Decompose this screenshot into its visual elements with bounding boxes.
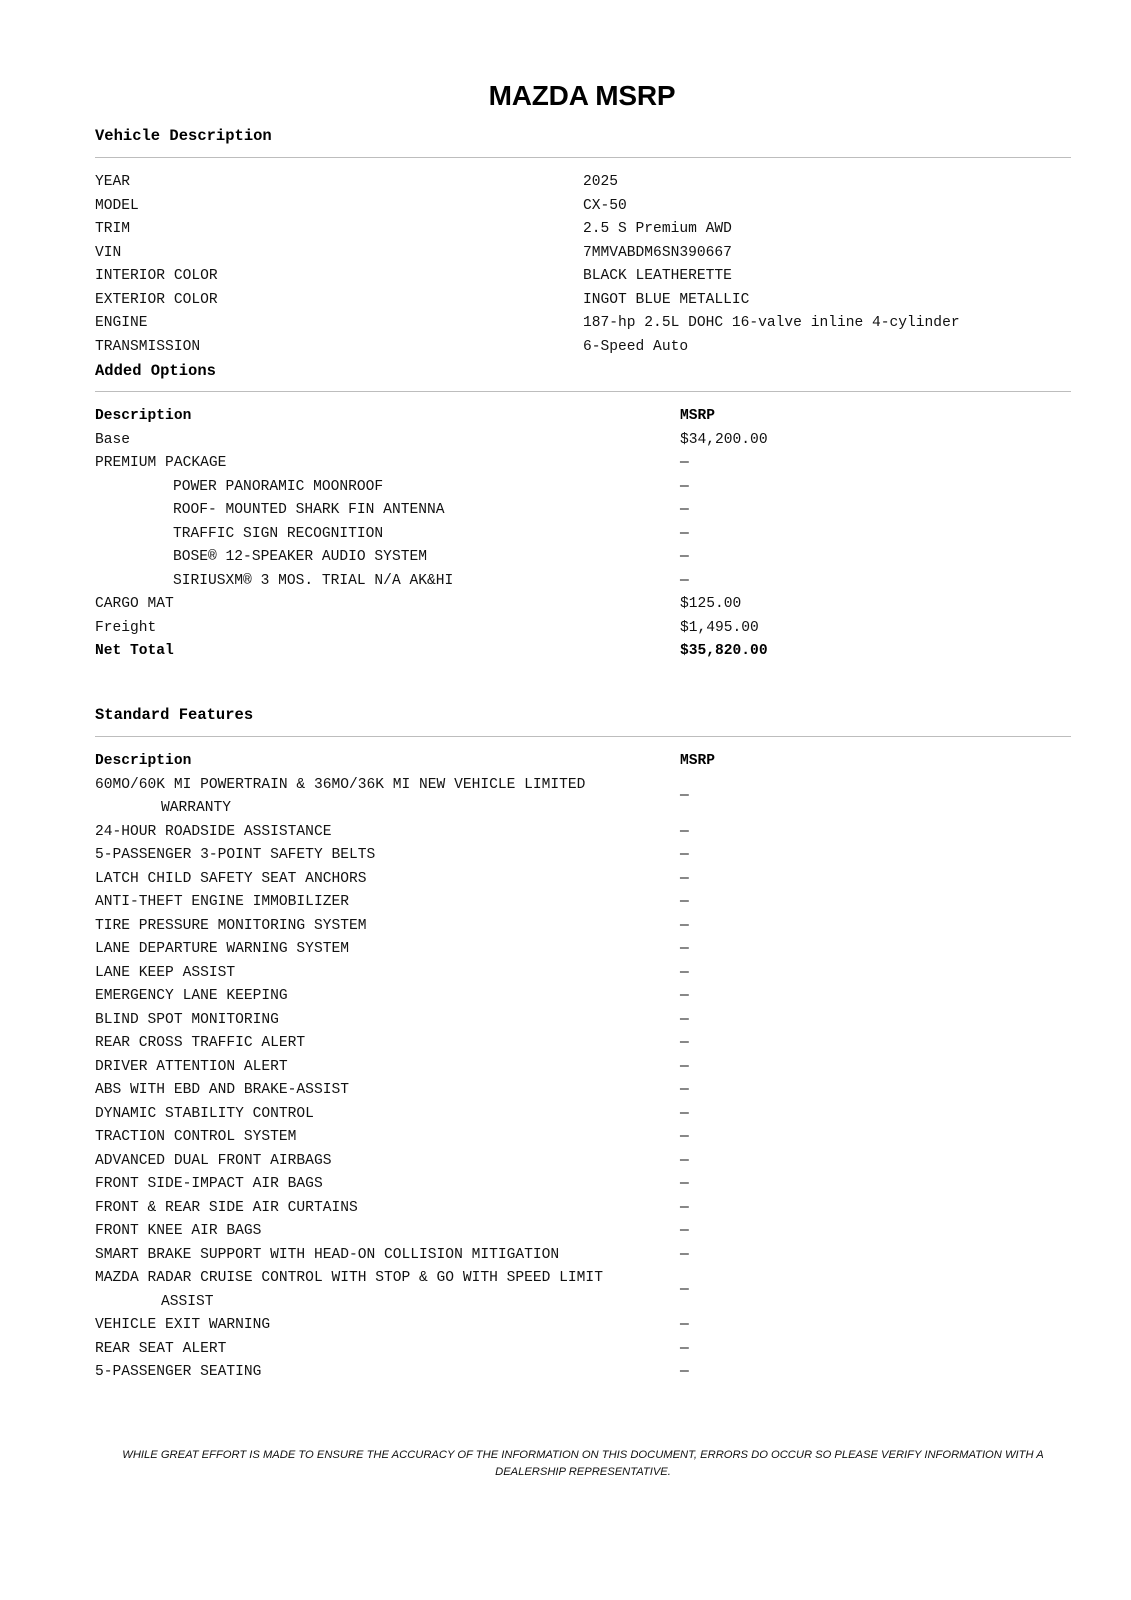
feature-description: [95, 1103, 680, 1127]
vehicle-row-vin: [95, 242, 1071, 266]
feature-description-line: 5-PASSENGER 3-POINT SAFETY BELTS: [95, 847, 376, 863]
feature-msrp: —: [680, 1129, 689, 1145]
option-msrp: —: [680, 478, 689, 495]
table-row: [95, 1056, 1071, 1080]
feature-description: [95, 774, 680, 821]
feature-description-continuation: WARRANTY: [161, 800, 232, 816]
table-header: [95, 405, 1071, 429]
vehicle-label: ENGINE: [95, 315, 148, 331]
feature-description-line: VEHICLE EXIT WARNING: [95, 1317, 271, 1333]
vehicle-value: 2.5 S Premium AWD: [583, 221, 732, 237]
option-msrp: —: [680, 525, 689, 542]
feature-msrp: —: [680, 1176, 689, 1192]
feature-description: [95, 1056, 680, 1080]
feature-description: [95, 938, 680, 962]
vehicle-row-engine: [95, 312, 1071, 336]
net-total-label: Net Total: [95, 643, 174, 659]
table-row: [95, 617, 1071, 641]
standard-features-heading: Standard Features: [95, 706, 254, 724]
feature-description-line: LATCH CHILD SAFETY SEAT ANCHORS: [95, 870, 367, 887]
added-options-table: [95, 405, 1071, 664]
feature-msrp: —: [680, 964, 689, 981]
table-row: [95, 1079, 1071, 1103]
vehicle-row-model: [95, 195, 1071, 219]
feature-description: [95, 1079, 680, 1103]
vehicle-description-divider: [95, 157, 1071, 158]
vehicle-label: TRIM: [95, 221, 131, 237]
feature-description: [95, 1009, 680, 1033]
column-header-description: Description: [95, 408, 192, 424]
table-row: [95, 774, 1071, 821]
table-row: [95, 429, 1071, 453]
vehicle-row-exterior-color: [95, 289, 1071, 313]
option-description: Base: [95, 431, 131, 448]
vehicle-description-table: [95, 171, 1071, 359]
feature-description-line: 60MO/60K MI POWERTRAIN & 36MO/36K MI NEW VEHICLE LIMITED: [95, 776, 586, 793]
table-row: [95, 1338, 1071, 1362]
feature-description: [95, 962, 680, 986]
vehicle-value: 2025: [583, 174, 619, 190]
feature-msrp: —: [680, 1011, 689, 1028]
table-row: [95, 570, 1071, 594]
table-row: [95, 1361, 1071, 1385]
option-msrp: —: [680, 549, 689, 565]
feature-description-line: TIRE PRESSURE MONITORING SYSTEM: [95, 917, 367, 934]
table-row: [95, 452, 1071, 476]
vehicle-label: INTERIOR COLOR: [95, 268, 218, 284]
feature-description: [95, 1220, 680, 1244]
option-msrp: —: [680, 572, 689, 589]
feature-description-line: SMART BRAKE SUPPORT WITH HEAD-ON COLLISION MITIGATION: [95, 1246, 560, 1263]
table-row: [95, 821, 1071, 845]
feature-description-line: ADVANCED DUAL FRONT AIRBAGS: [95, 1152, 332, 1169]
feature-msrp: —: [680, 1105, 689, 1122]
vehicle-value: CX-50: [583, 197, 627, 214]
table-header: [95, 750, 1071, 774]
column-header-description: Description: [95, 753, 192, 769]
added-options-divider: [95, 391, 1071, 392]
table-row: [95, 546, 1071, 570]
option-description: CARGO MAT: [95, 596, 174, 612]
vehicle-row-transmission: [95, 336, 1071, 360]
feature-description-line: BLIND SPOT MONITORING: [95, 1011, 279, 1028]
feature-description: [95, 1244, 680, 1268]
table-row: [95, 1197, 1071, 1221]
column-header-msrp: MSRP: [680, 753, 716, 769]
vehicle-label: MODEL: [95, 197, 139, 214]
vehicle-value: 7MMVABDM6SN390667: [583, 244, 732, 261]
feature-description-line: DRIVER ATTENTION ALERT: [95, 1058, 288, 1075]
standard-features-table: [95, 750, 1071, 1385]
option-description: PREMIUM PACKAGE: [95, 455, 227, 471]
feature-description-line: 24-HOUR ROADSIDE ASSISTANCE: [95, 823, 332, 840]
feature-msrp: —: [680, 870, 689, 887]
feature-msrp: —: [680, 1058, 689, 1075]
feature-description-line: LANE KEEP ASSIST: [95, 964, 236, 981]
feature-msrp: —: [680, 1152, 689, 1169]
page-title: MAZDA MSRP: [488, 80, 676, 111]
feature-list: [95, 774, 1071, 1385]
vehicle-value: INGOT BLUE METALLIC: [583, 291, 750, 308]
feature-msrp: —: [680, 847, 689, 863]
table-row: [95, 476, 1071, 500]
feature-description: [95, 1314, 680, 1338]
table-row: [95, 1150, 1071, 1174]
table-row: [95, 1032, 1071, 1056]
table-row: [95, 1220, 1071, 1244]
option-msrp: $34,200.00: [680, 431, 768, 448]
feature-description: [95, 1267, 680, 1314]
table-row: [95, 1267, 1071, 1314]
feature-msrp: —: [680, 917, 689, 934]
vehicle-value: BLACK LEATHERETTE: [583, 268, 732, 284]
feature-description-line: LANE DEPARTURE WARNING SYSTEM: [95, 941, 349, 957]
vehicle-row-year: [95, 171, 1071, 195]
table-row: [95, 523, 1071, 547]
table-row: [95, 499, 1071, 523]
feature-description: [95, 821, 680, 845]
table-row: [95, 1126, 1071, 1150]
vehicle-label: TRANSMISSION: [95, 338, 201, 355]
vehicle-description-heading: Vehicle Description: [95, 127, 272, 145]
feature-msrp: —: [680, 1317, 689, 1333]
table-row: [95, 985, 1071, 1009]
option-msrp: $1,495.00: [680, 619, 759, 636]
option-description: ROOF- MOUNTED SHARK FIN ANTENNA: [173, 502, 445, 518]
feature-description: [95, 1338, 680, 1362]
feature-msrp: —: [680, 1035, 689, 1051]
feature-description-line: TRACTION CONTROL SYSTEM: [95, 1129, 297, 1145]
option-msrp: $125.00: [680, 596, 742, 612]
table-row: [95, 844, 1071, 868]
feature-msrp: —: [680, 988, 689, 1004]
feature-msrp: —: [680, 788, 689, 805]
feature-msrp: —: [680, 894, 689, 910]
vehicle-value: 187-hp 2.5L DOHC 16-valve inline 4-cylinder: [583, 315, 960, 331]
table-row: [95, 1009, 1071, 1033]
feature-description: [95, 1361, 680, 1385]
feature-description: [95, 868, 680, 892]
table-row: [95, 962, 1071, 986]
feature-description-continuation: ASSIST: [161, 1293, 214, 1310]
feature-msrp: —: [680, 1223, 689, 1239]
column-header-msrp: MSRP: [680, 408, 716, 424]
feature-msrp: —: [680, 941, 689, 957]
option-description: POWER PANORAMIC MOONROOF: [173, 478, 384, 495]
vehicle-row-trim: [95, 218, 1071, 242]
option-msrp: —: [680, 455, 689, 471]
feature-description-line: FRONT KNEE AIR BAGS: [95, 1223, 262, 1239]
table-row: [95, 868, 1071, 892]
standard-features-divider: [95, 736, 1071, 737]
vehicle-row-interior-color: [95, 265, 1071, 289]
table-row: [95, 1314, 1071, 1338]
added-options-heading: Added Options: [95, 362, 216, 380]
feature-msrp: —: [680, 823, 689, 840]
feature-msrp: —: [680, 1340, 689, 1357]
disclaimer: WHILE GREAT EFFORT IS MADE TO ENSURE THE ACCURACY OF THE INFORMATION ON THIS DOCUMENT, ERRORS DO OCCUR SO PLEASE VERIFY INFORMATION WITH A DEALERSHIP REPRESENTATIVE.: [122, 1449, 1044, 1478]
table-row: [95, 1173, 1071, 1197]
table-row: [95, 891, 1071, 915]
feature-description-line: ABS WITH EBD AND BRAKE-ASSIST: [95, 1082, 349, 1098]
feature-description: [95, 1032, 680, 1056]
feature-description: [95, 1173, 680, 1197]
table-row: [95, 915, 1071, 939]
option-description: Freight: [95, 619, 157, 636]
table-row: [95, 593, 1071, 617]
feature-description-line: MAZDA RADAR CRUISE CONTROL WITH STOP & GO WITH SPEED LIMIT: [95, 1270, 603, 1286]
table-row: [95, 1244, 1071, 1268]
feature-description: [95, 915, 680, 939]
feature-description: [95, 985, 680, 1009]
vehicle-value: 6-Speed Auto: [583, 338, 689, 355]
table-row: [95, 938, 1071, 962]
feature-description: [95, 844, 680, 868]
vehicle-label: VIN: [95, 244, 122, 261]
feature-description-line: EMERGENCY LANE KEEPING: [95, 988, 288, 1004]
feature-description: [95, 1126, 680, 1150]
option-description: SIRIUSXM® 3 MOS. TRIAL N/A AK&HI: [173, 572, 454, 589]
feature-msrp: —: [680, 1082, 689, 1098]
vehicle-label: EXTERIOR COLOR: [95, 291, 218, 308]
feature-description-line: ANTI-THEFT ENGINE IMMOBILIZER: [95, 894, 349, 910]
option-description: BOSE® 12-SPEAKER AUDIO SYSTEM: [173, 549, 427, 565]
vehicle-label: YEAR: [95, 174, 131, 190]
feature-description-line: FRONT & REAR SIDE AIR CURTAINS: [95, 1199, 358, 1216]
table-row: [95, 1103, 1071, 1127]
feature-msrp: —: [680, 1281, 689, 1298]
feature-description: [95, 891, 680, 915]
feature-description-line: DYNAMIC STABILITY CONTROL: [95, 1105, 314, 1122]
option-msrp: —: [680, 502, 689, 518]
feature-msrp: —: [680, 1246, 689, 1263]
feature-description: [95, 1197, 680, 1221]
feature-description-line: REAR SEAT ALERT: [95, 1340, 227, 1357]
feature-description-line: FRONT SIDE-IMPACT AIR BAGS: [95, 1176, 323, 1192]
net-total-value: $35,820.00: [680, 643, 768, 659]
net-total-row: [95, 640, 1071, 664]
option-description: TRAFFIC SIGN RECOGNITION: [173, 525, 384, 542]
feature-description-line: REAR CROSS TRAFFIC ALERT: [95, 1035, 306, 1051]
feature-msrp: —: [680, 1364, 689, 1380]
feature-description-line: 5-PASSENGER SEATING: [95, 1364, 262, 1380]
feature-description: [95, 1150, 680, 1174]
feature-msrp: —: [680, 1199, 689, 1216]
